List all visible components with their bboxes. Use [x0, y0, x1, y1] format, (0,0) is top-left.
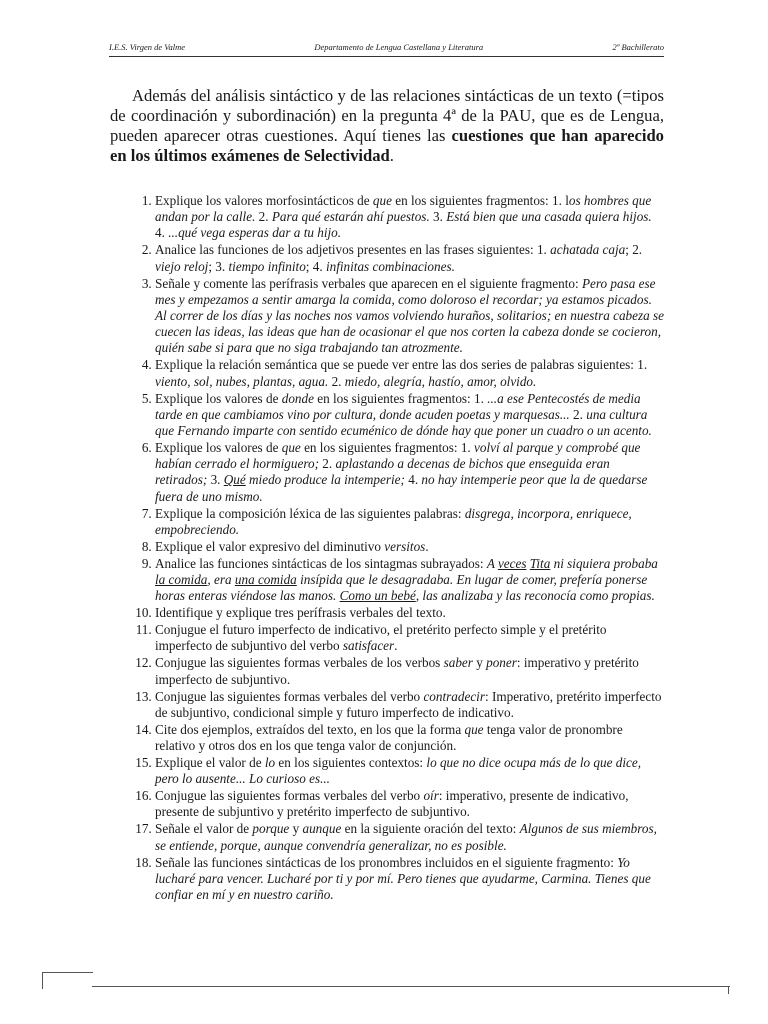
question-6: 6. Explique los valores de que en los siguientes fragmentos: 1. volví al parque y comprobé que habían cerrado el hormiguero; 2. aplastando a decenas de bichos que enseguida eran retirados; 3. Qué miedo produce la intemperie; 4. no hay intemperie peor que la de quedarse fuera de uno mismo.: [155, 440, 664, 505]
question-7: 7. Explique la composición léxica de las siguientes palabras: disgrega, incorpora, enriquece, empobreciendo.: [155, 506, 664, 538]
question-14: 14. Cite dos ejemplos, extraídos del texto, en los que la forma que tenga valor de pronombre relativo y otros dos en los que tenga valor de conjunción.: [155, 722, 664, 754]
question-4: 4. Explique la relación semántica que se puede ver entre las dos series de palabras siguientes: 1. viento, sol, nubes, plantas, agua. 2. miedo, alegría, hastío, amor, olvido.: [155, 357, 664, 389]
question-11: 11. Conjugue el futuro imperfecto de indicativo, el pretérito perfecto simple y el pretérito imperfecto de subjuntivo del verbo satisfacer.: [155, 622, 664, 654]
footer-right-tick: [728, 986, 730, 994]
question-9: 9. Analice las funciones sintácticas de los sintagmas subrayados: A veces Tita ni siquiera probaba la comida, era una comida insípida que le desagradaba. En lugar de comer, prefería ponerse horas enteras viéndose las manos. Como un bebé, las analizaba y las reconocía como propias.: [155, 556, 664, 605]
question-8: 8. Explique el valor expresivo del diminutivo versitos.: [155, 539, 664, 555]
question-2: 2. Analice las funciones de los adjetivos presentes en las frases siguientes: 1. achatada caja; 2. viejo reloj; 3. tiempo infinito; 4. infinitas combinaciones.: [155, 242, 664, 274]
intro-paragraph: Además del análisis sintáctico y de las relaciones sintácticas de un texto (=tipos de coordinación y subordinación) en la pregunta 4ª de la PAU, que es de Lengua, pueden aparecer otras cuestiones. Aquí tienes las cuestiones que han aparecido en los últimos exámenes de Selectividad.: [110, 86, 664, 165]
header-school: I.E.S. Virgen de Valme: [109, 42, 186, 52]
question-18: 18. Señale las funciones sintácticas de los pronombres incluidos en el siguiente fragmento: Yo lucharé para vencer. Lucharé por ti y por mí. Pero tienes que ayudarme, Carmina. Tienes que confiar en mí y en nuestro cariño.: [155, 855, 664, 904]
footer-rule: [92, 986, 730, 987]
question-5: 5. Explique los valores de donde en los siguientes fragmentos: 1. ...a ese Pentecostés de media tarde en que cambiamos vino por cultura, donde acuden poetas y marquesas... 2. una cultura que Fernando imparte con sentido ecuménico de dónde hay que poner un cuadro o un acento.: [155, 391, 664, 440]
question-15: 15. Explique el valor de lo en los siguientes contextos: lo que no dice ocupa más de lo que dice, pero lo ausente... Lo curioso es...: [155, 755, 664, 787]
question-16: 16. Conjugue las siguientes formas verbales del verbo oír: imperativo, presente de indicativo, presente de subjuntivo y pretérito imperfecto de subjuntivo.: [155, 788, 664, 820]
question-1: 1. Explique los valores morfosintácticos de que en los siguientes fragmentos: 1. los hombres que andan por la calle. 2. Para qué estarán ahí puestos. 3. Está bien que una casada quiera hijos. 4. ...qué vega esperas dar a tu hijo.: [155, 193, 664, 242]
question-10: 10. Identifique y explique tres perífrasis verbales del texto.: [155, 605, 664, 621]
footer-corner-mark: [42, 972, 93, 989]
intro-bold: cuestiones que han aparecido en los últimos exámenes de Selectividad: [110, 126, 664, 165]
page-header: [109, 42, 664, 57]
header-department: Departamento de Lengua Castellana y Literatura: [314, 42, 484, 52]
header-course: 2º Bachillerato: [612, 42, 664, 52]
question-17: 17. Señale el valor de porque y aunque en la siguiente oración del texto: Algunos de sus miembros, se entiende, porque, aunque convendría generalizar, no es posible.: [155, 821, 664, 853]
question-13: 13. Conjugue las siguientes formas verbales del verbo contradecir: Imperativo, pretérito imperfecto de subjuntivo, condicional simple y futuro imperfecto de indicativo.: [155, 689, 664, 721]
question-3: 3. Señale y comente las perífrasis verbales que aparecen en el siguiente fragmento: Pero pasa ese mes y empezamos a sentir amarga la comida, como doloroso el recordar; ya estamos picados. Al correr de los días y las noches nos vamos volviendo huraños, solitarios; en nuestra cabeza se cuecen las ideas, las ideas que han de ocasionar el que nos corten la cabeza donde se cocieron, quién sabe si para que no siga trabajando tan atrozmente.: [155, 276, 664, 357]
question-list: [110, 193, 664, 904]
question-12: 12. Conjugue las siguientes formas verbales de los verbos saber y poner: imperativo y pretérito imperfecto de subjuntivo.: [155, 655, 664, 687]
